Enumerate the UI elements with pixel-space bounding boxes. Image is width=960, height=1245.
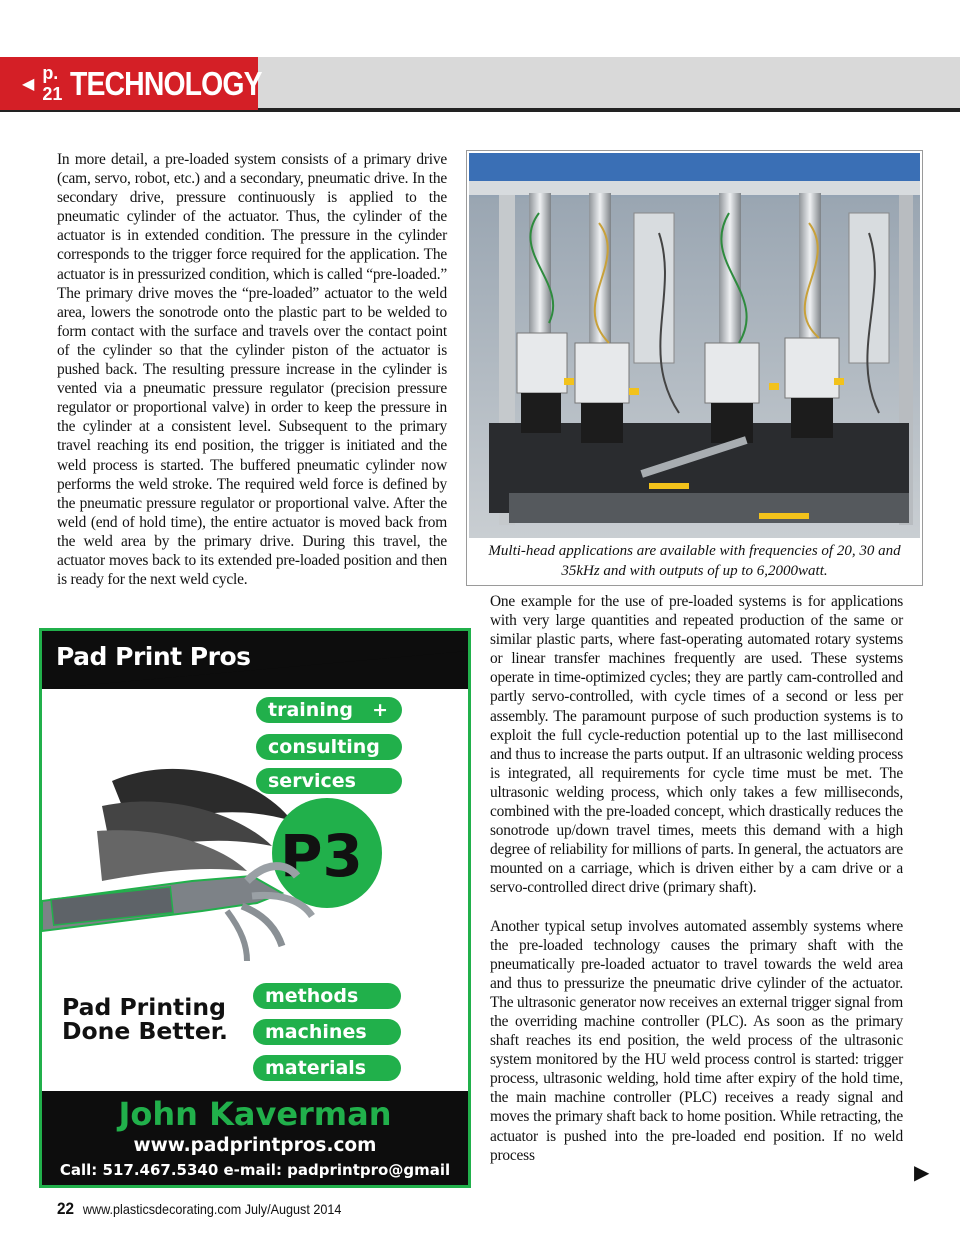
photo-figure xyxy=(466,150,923,586)
service-label: materials xyxy=(265,1057,367,1079)
article-paragraph: Another typical setup involves automated assembly systems where the pre-loaded technology causes the primary shaft with the pneumatically pre-loaded actuator to travel towards the weld area and thus to pressurize the pneumatic drive cylinder of the actuator. The ultrasonic generator now receives an external trigger signal from the overriding machine controller (PLC). As soon as the primary shaft reaches its end position, the weld process of the ultrasonic system monitored by the HU weld process control is started: trigger process, ultrasonic welding, hold time after expiry of the hold time, the main machine controller (PLC) receives a ready signal and moves the primary shaft back to home position. While retracting, the actuator is pushed into the pre-loaded end position. If no weld process xyxy=(490,917,903,1164)
plus-icon: + xyxy=(372,699,388,721)
ad-brand: Pad Print Pros xyxy=(56,642,251,671)
page-footer xyxy=(57,1199,341,1219)
ultrasonic-machine-photo xyxy=(469,153,920,538)
previous-page-link[interactable]: p. 21 xyxy=(42,62,63,104)
back-arrow-icon[interactable]: ◀ xyxy=(22,74,35,93)
service-pill-machines xyxy=(253,1019,401,1045)
continue-arrow-icon[interactable]: ▶ xyxy=(914,1160,930,1184)
photo-caption: Multi-head applications are available with frequencies of 20, 30 and 35kHz and with outputs of up to 6,2000watt. xyxy=(488,543,901,579)
service-label: services xyxy=(268,770,356,792)
article-paragraph: One example for the use of pre-loaded systems is for applications with very large quantities and repeated production of the same or similar plastic parts, where fast-operating automated rotary systems or linear transfer machines frequently are used. These systems operate in time-optimized cycles; they are partly cam-controlled and partly servo-controlled, with cycle times of a second or less per assembly. The paramount purpose of such production systems is to exploit the full cycle-reduction potential up to the last millisecond and thus to increase the parts output. If an ultrasonic welding process is integrated, all requirements for cycle time must be met. The ultrasonic welding process, which only takes a few milliseconds, combined with the pre-loaded concept, which drastically reduces the sonotrode up/down travel times, meets this demand with a high degree of reliability for millions of parts. In general, the actuators are mounted on a carriage, which is driven either by a cam drive or a servo-controlled direct drive (primary shaft). xyxy=(490,593,903,897)
footer-site-issue: www.plasticsdecorating.com July/August 2014 xyxy=(82,1201,342,1217)
section-tab[interactable] xyxy=(0,57,262,110)
service-pill-materials xyxy=(253,1055,401,1081)
article-right-column xyxy=(490,592,903,1165)
ad-tagline xyxy=(62,995,228,1043)
ad-contact-block xyxy=(42,1091,468,1185)
p3-logo-icon: P3 xyxy=(280,822,363,890)
service-label: training xyxy=(268,699,353,721)
ad-website-link[interactable]: www.padprintpros.com xyxy=(133,1135,377,1156)
section-title: TECHNOLOGY xyxy=(70,64,262,102)
service-label: methods xyxy=(265,985,359,1007)
tagline-line-1: Pad Printing xyxy=(62,993,226,1021)
ad-contact-name: John Kaverman xyxy=(118,1095,392,1133)
tagline-line-2: Done Better. xyxy=(62,1017,228,1045)
machine-illustration xyxy=(469,153,920,538)
service-pill-methods xyxy=(253,983,401,1009)
page-number: 22 xyxy=(57,1199,75,1218)
robot-hand-logo-art xyxy=(42,631,468,1011)
ad-phone-email[interactable]: Call: 517.467.5340 e-mail: padprintpro@gmail xyxy=(59,1161,451,1179)
service-label: consulting xyxy=(268,736,380,758)
service-label: machines xyxy=(265,1021,367,1043)
pad-print-pros-ad[interactable] xyxy=(39,628,471,1188)
article-left-column: In more detail, a pre-loaded system consists of a primary drive (cam, servo, robot, etc.) and a secondary, pneumatic drive. In the secondary drive, pressure continuously is applied to the pneumatic cylinder of the actuator. Thus, the cylinder of the actuator is in extended condition. The pressure in the cylinder corresponds to the trigger force required for the application. The actuator is in pressurized condition, which is called “pre-loaded.” The primary drive moves the “pre-loaded” actuator to the weld area, lowers the sonotrode onto the plastic part to be welded to form contact with the surface and travels over the contact point of the cylinder so that the cylinder piston of the actuator is pushed back. The resulting pressure increase in the cylinder is vented via a pneumatic pressure regulator (precision pressure regulator or proportional valve) in order to keep the pressure in the cylinder at a consistent level. Subsequent to the primary travel reaching its end position, the trigger is initiated and the weld process is started. The buffered pneumatic cylinder now performs the weld stroke. The required weld force is defined by the pneumatic pressure regulator or proportional valve. After the weld (end of hold time), the entire actuator is moved back from the weld area by the primary drive. During this travel, the actuator moves back to its extended pre-loaded position and then is ready for the next weld cycle. xyxy=(57,151,447,589)
